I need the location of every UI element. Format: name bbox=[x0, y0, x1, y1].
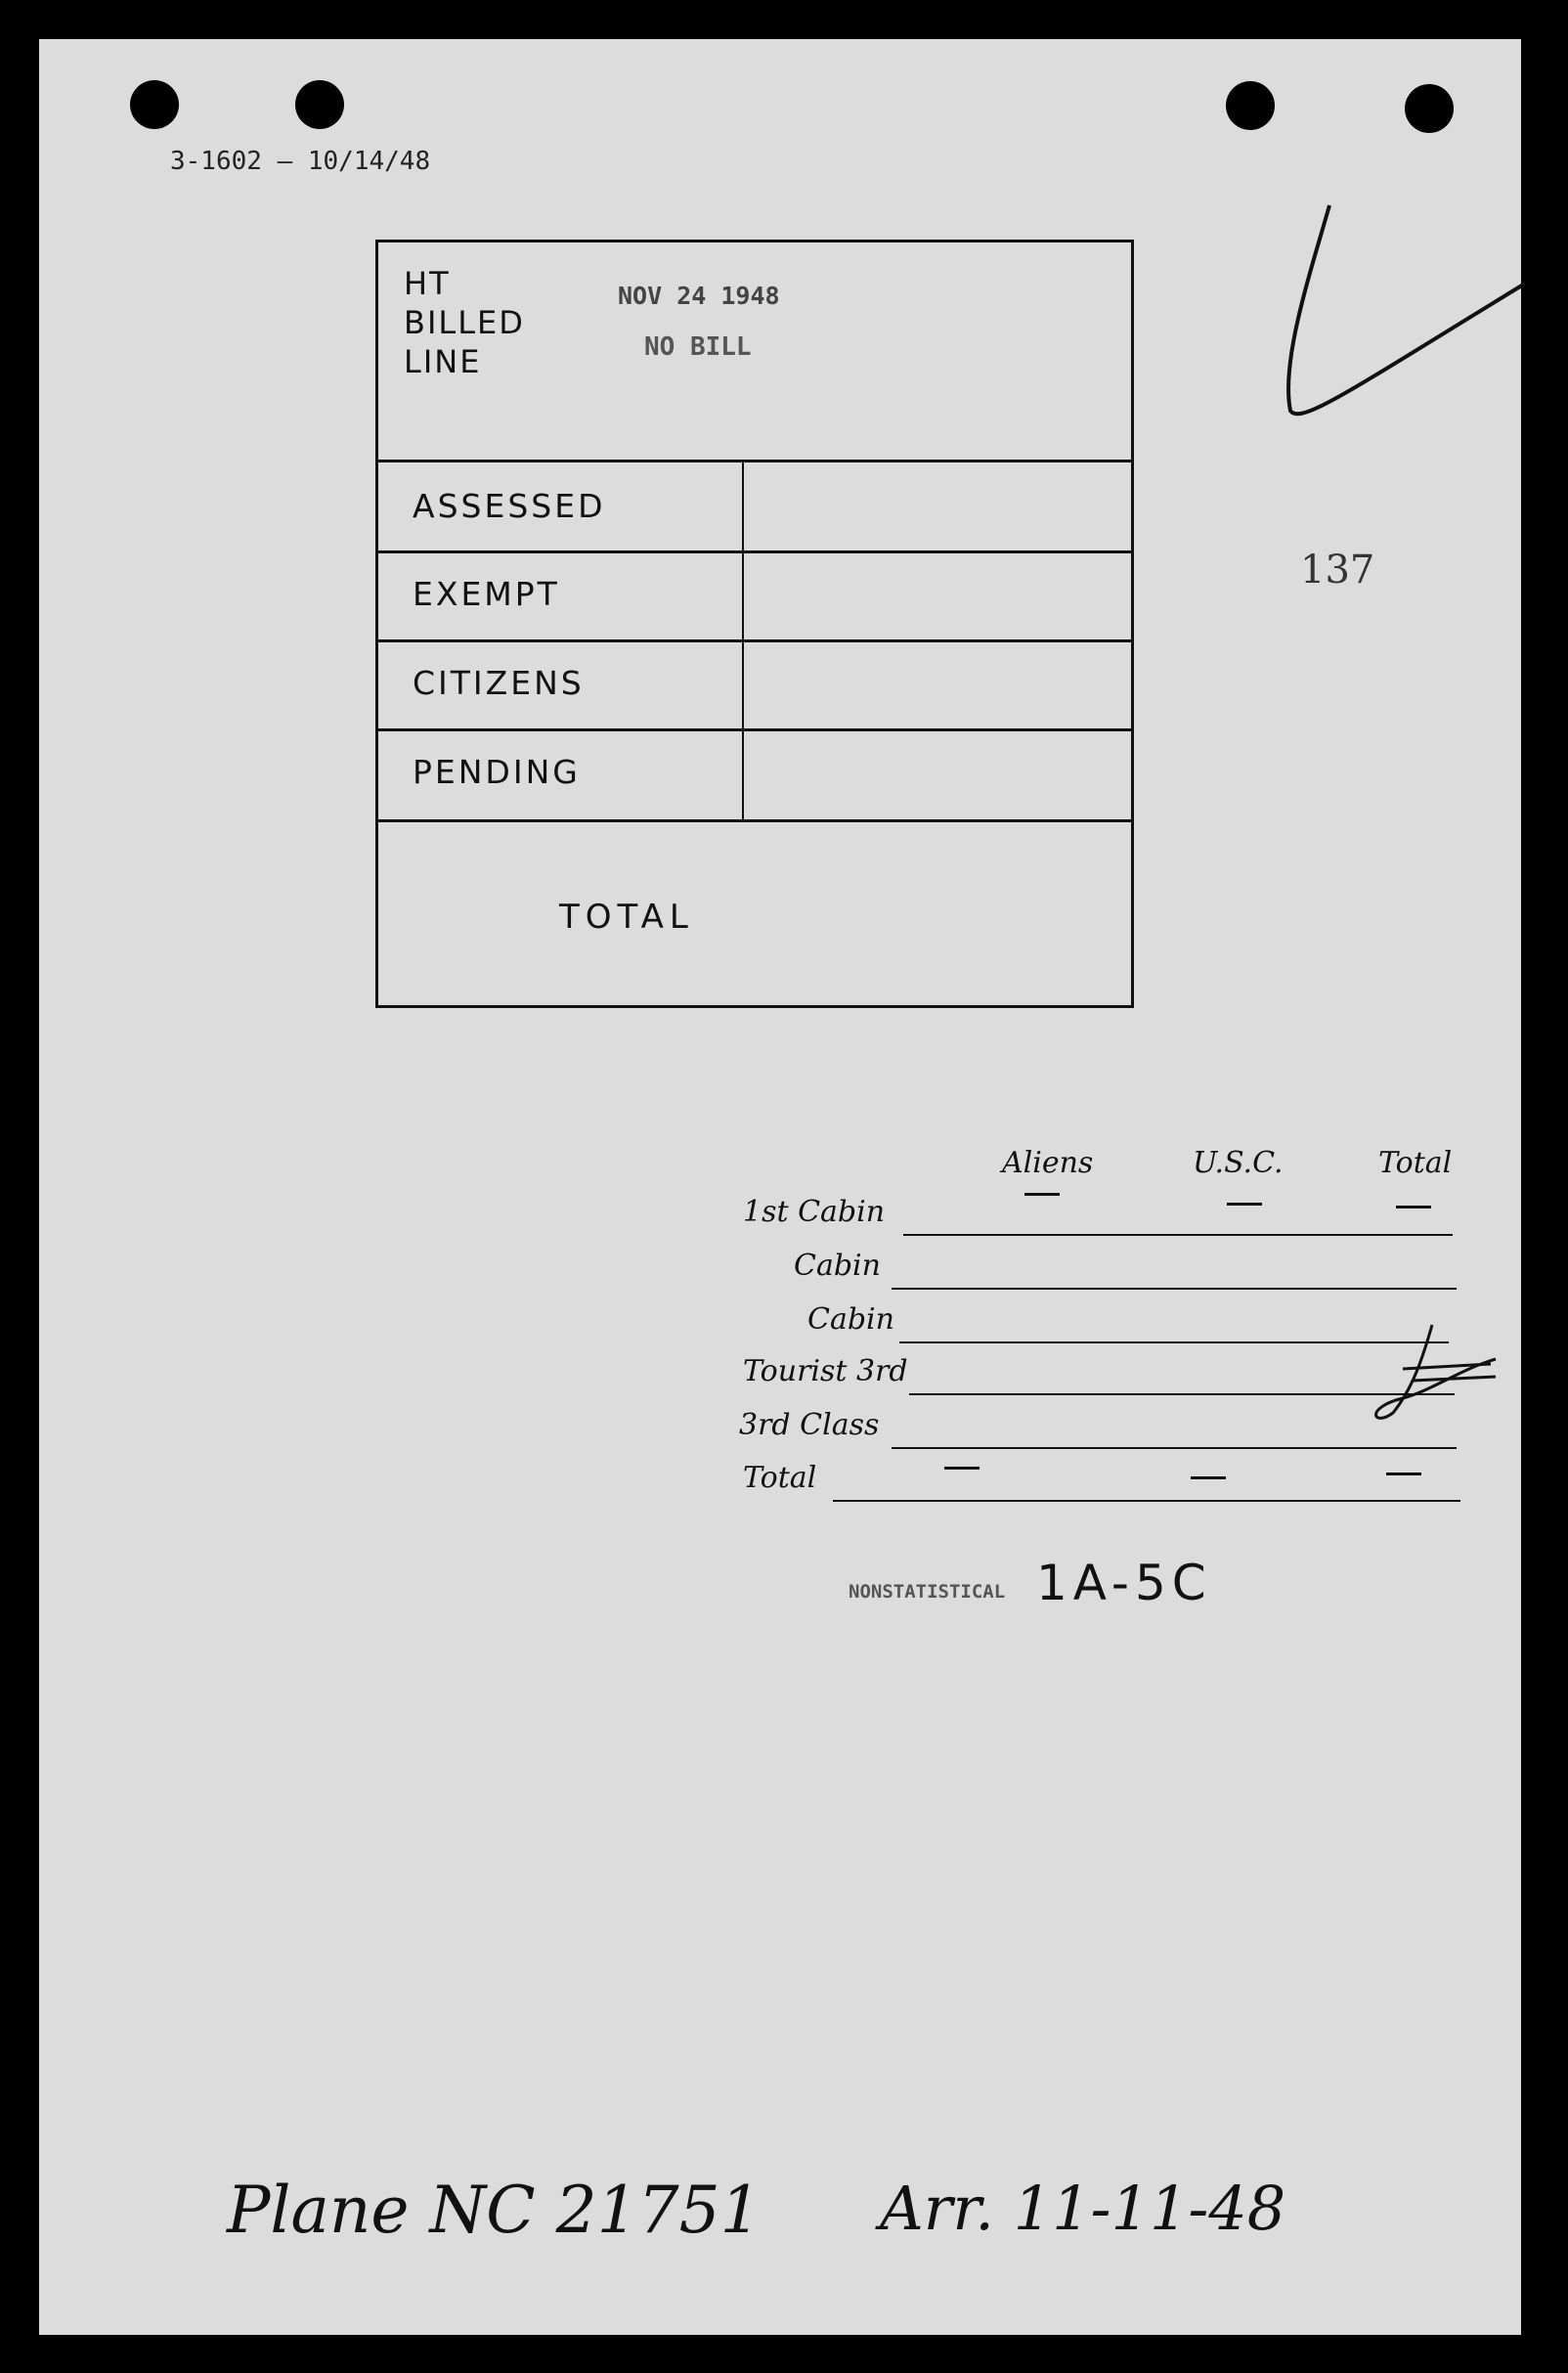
class-row-label: Cabin bbox=[807, 1302, 894, 1337]
row-label: ASSESSED bbox=[413, 487, 606, 525]
class-row bbox=[0, 1408, 1568, 1457]
class-row bbox=[0, 1354, 1568, 1403]
class-row-label: 1st Cabin bbox=[743, 1195, 886, 1229]
class-row bbox=[0, 1461, 1568, 1510]
class-row-line bbox=[903, 1234, 1453, 1236]
class-row bbox=[0, 1195, 1568, 1244]
class-row-line bbox=[892, 1447, 1457, 1449]
ht-label-line: HT bbox=[404, 265, 451, 302]
ht-billed-line-label bbox=[404, 264, 525, 381]
dash-mark bbox=[1191, 1476, 1226, 1479]
row-divider bbox=[742, 642, 744, 728]
class-row-label: Total bbox=[743, 1461, 817, 1495]
column-header-usc: U.S.C. bbox=[1193, 1146, 1284, 1180]
ht-label-line: BILLED bbox=[404, 304, 525, 341]
row-label: CITIZENS bbox=[413, 664, 585, 702]
document-reference: 3-1602 — 10/14/48 bbox=[170, 147, 431, 176]
row-divider bbox=[742, 731, 744, 819]
punch-hole bbox=[295, 80, 344, 129]
stamp-row-pending bbox=[378, 731, 1131, 822]
punch-hole bbox=[130, 80, 179, 129]
row-divider bbox=[742, 462, 744, 550]
class-row-line bbox=[833, 1500, 1460, 1502]
row-divider bbox=[742, 553, 744, 639]
arrival-date: Arr. 11-11-48 bbox=[880, 2173, 1286, 2244]
dash-mark bbox=[1386, 1472, 1421, 1475]
stamp-header bbox=[378, 242, 1131, 462]
class-row-label: 3rd Class bbox=[739, 1408, 880, 1442]
column-header-total: Total bbox=[1378, 1146, 1453, 1180]
class-row-line bbox=[892, 1288, 1457, 1290]
nonstatistical-stamp: NONSTATISTICAL bbox=[849, 1581, 1006, 1603]
stamp-total-label: TOTAL bbox=[559, 898, 694, 937]
row-label: EXEMPT bbox=[413, 575, 560, 613]
class-row-label: Cabin bbox=[794, 1249, 881, 1283]
class-row bbox=[0, 1249, 1568, 1297]
punch-hole bbox=[1405, 84, 1454, 133]
class-row bbox=[0, 1302, 1568, 1351]
stamp-row-exempt bbox=[378, 553, 1131, 642]
ht-label-line: LINE bbox=[404, 343, 482, 380]
plane-number: Plane NC 21751 bbox=[227, 2173, 762, 2248]
page-number: 137 bbox=[1300, 548, 1375, 593]
classification-code: 1A-5C bbox=[1036, 1555, 1212, 1611]
dash-mark bbox=[944, 1467, 980, 1470]
class-row-label: Tourist 3rd bbox=[743, 1354, 908, 1388]
row-label: PENDING bbox=[413, 753, 581, 791]
stamp-row-assessed bbox=[378, 462, 1131, 553]
check-mark-icon bbox=[1271, 196, 1535, 430]
stamp-status: NO BILL bbox=[644, 332, 752, 362]
column-header-aliens: Aliens bbox=[1002, 1146, 1094, 1180]
punch-hole bbox=[1226, 81, 1275, 130]
stamp-date: NOV 24 1948 bbox=[618, 282, 780, 310]
billing-stamp-box bbox=[375, 240, 1134, 1008]
initials-signature bbox=[1364, 1320, 1501, 1428]
stamp-row-citizens bbox=[378, 642, 1131, 731]
